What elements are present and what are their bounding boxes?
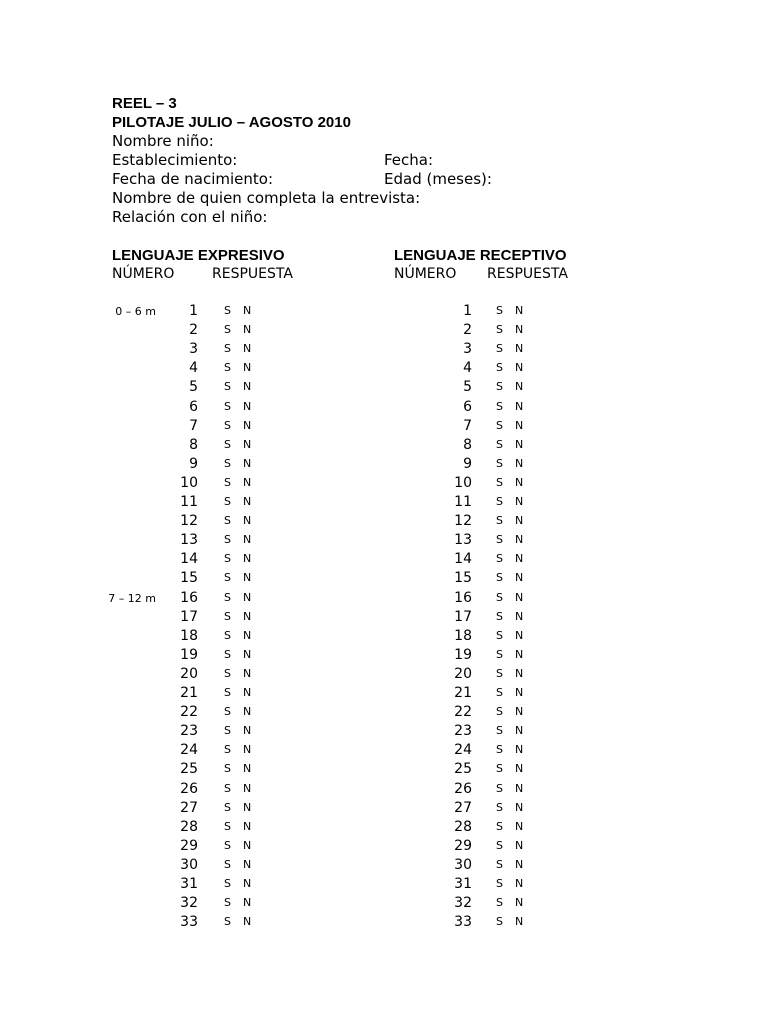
receptivo-option-s[interactable]: S — [496, 877, 503, 890]
receptivo-item-number: 21 — [454, 685, 472, 701]
receptivo-item-row — [0, 455, 768, 474]
expresivo-option-s[interactable]: S — [224, 571, 231, 584]
receptivo-item-number: 1 — [463, 303, 472, 319]
receptivo-option-s[interactable]: S — [496, 552, 503, 565]
expresivo-item-number: 13 — [180, 532, 198, 548]
receptivo-option-n[interactable]: N — [515, 476, 524, 489]
document-title: REEL – 3 — [112, 95, 177, 112]
expresivo-item-number: 32 — [180, 895, 198, 911]
receptivo-option-s[interactable]: S — [496, 915, 503, 928]
receptivo-item-number: 20 — [454, 666, 472, 682]
expresivo-option-s[interactable]: S — [224, 361, 231, 374]
receptivo-item-number: 29 — [454, 838, 472, 854]
receptivo-item-row — [0, 627, 768, 646]
expresivo-option-n[interactable]: N — [243, 839, 252, 852]
expresivo-option-n[interactable]: N — [243, 400, 252, 413]
expresivo-option-n[interactable]: N — [243, 858, 252, 871]
receptivo-item-number: 23 — [454, 723, 472, 739]
expresivo-option-s[interactable]: S — [224, 380, 231, 393]
expresivo-option-n[interactable]: N — [243, 610, 252, 623]
expresivo-option-s[interactable]: S — [224, 419, 231, 432]
receptivo-item-row — [0, 646, 768, 665]
receptivo-item-row — [0, 894, 768, 913]
expresivo-item-number: 17 — [180, 609, 198, 625]
receptivo-option-n[interactable]: N — [515, 591, 524, 604]
receptivo-option-s[interactable]: S — [496, 667, 503, 680]
expresivo-option-s[interactable]: S — [224, 648, 231, 661]
expresivo-option-s[interactable]: S — [224, 896, 231, 909]
expresivo-option-s[interactable]: S — [224, 495, 231, 508]
expresivo-item-number: 33 — [180, 914, 198, 930]
receptivo-option-n[interactable]: N — [515, 724, 524, 737]
receptivo-option-n[interactable]: N — [515, 820, 524, 833]
expresivo-item-number: 24 — [180, 742, 198, 758]
receptivo-item-number: 33 — [454, 914, 472, 930]
expresivo-col-numero: NÚMERO — [112, 266, 175, 282]
expresivo-option-s[interactable]: S — [224, 533, 231, 546]
expresivo-option-s[interactable]: S — [224, 801, 231, 814]
receptivo-item-number: 18 — [454, 628, 472, 644]
receptivo-option-s[interactable]: S — [496, 571, 503, 584]
receptivo-option-s[interactable]: S — [496, 610, 503, 623]
expresivo-option-s[interactable]: S — [224, 476, 231, 489]
expresivo-option-s[interactable]: S — [224, 438, 231, 451]
receptivo-option-n[interactable]: N — [515, 762, 524, 775]
receptivo-item-number: 30 — [454, 857, 472, 873]
receptivo-option-s[interactable]: S — [496, 896, 503, 909]
expresivo-option-n[interactable]: N — [243, 571, 252, 584]
expresivo-item-number: 18 — [180, 628, 198, 644]
receptivo-option-n[interactable]: N — [515, 571, 524, 584]
receptivo-item-row — [0, 493, 768, 512]
field-fecha-nacimiento: Fecha de nacimiento: — [112, 170, 274, 188]
expresivo-option-s[interactable]: S — [224, 591, 231, 604]
receptivo-option-n[interactable]: N — [515, 419, 524, 432]
expresivo-option-n[interactable]: N — [243, 495, 252, 508]
expresivo-option-s[interactable]: S — [224, 705, 231, 718]
receptivo-option-n[interactable]: N — [515, 667, 524, 680]
receptivo-option-n[interactable]: N — [515, 877, 524, 890]
receptivo-option-s[interactable]: S — [496, 820, 503, 833]
receptivo-option-n[interactable]: N — [515, 380, 524, 393]
receptivo-option-s[interactable]: S — [496, 514, 503, 527]
expresivo-option-n[interactable]: N — [243, 323, 252, 336]
expresivo-option-n[interactable]: N — [243, 438, 252, 451]
receptivo-option-n[interactable]: N — [515, 915, 524, 928]
expresivo-option-s[interactable]: S — [224, 686, 231, 699]
expresivo-item-number: 28 — [180, 819, 198, 835]
receptivo-option-s[interactable]: S — [496, 762, 503, 775]
receptivo-option-n[interactable]: N — [515, 457, 524, 470]
expresivo-item-number: 21 — [180, 685, 198, 701]
expresivo-option-n[interactable]: N — [243, 514, 252, 527]
expresivo-option-n[interactable]: N — [243, 361, 252, 374]
expresivo-option-n[interactable]: N — [243, 648, 252, 661]
receptivo-option-n[interactable]: N — [515, 533, 524, 546]
expresivo-option-n[interactable]: N — [243, 552, 252, 565]
receptivo-item-number: 13 — [454, 532, 472, 548]
receptivo-option-s[interactable]: S — [496, 361, 503, 374]
receptivo-item-number: 22 — [454, 704, 472, 720]
expresivo-item-number: 31 — [180, 876, 198, 892]
expresivo-age-label: 7 – 12 m — [108, 592, 156, 605]
receptivo-item-row — [0, 321, 768, 340]
expresivo-age-label: 0 – 6 m — [115, 305, 156, 318]
receptivo-item-number: 7 — [463, 418, 472, 434]
field-nombre-entrevista: Nombre de quien completa la entrevista: — [112, 189, 421, 207]
expresivo-item-number: 15 — [180, 570, 198, 586]
expresivo-option-s[interactable]: S — [224, 762, 231, 775]
receptivo-item-row — [0, 818, 768, 837]
receptivo-option-s[interactable]: S — [496, 323, 503, 336]
receptivo-item-number: 31 — [454, 876, 472, 892]
expresivo-option-n[interactable]: N — [243, 686, 252, 699]
expresivo-option-s[interactable]: S — [224, 457, 231, 470]
expresivo-option-s[interactable]: S — [224, 552, 231, 565]
receptivo-option-n[interactable]: N — [515, 361, 524, 374]
expresivo-option-n[interactable]: N — [243, 896, 252, 909]
receptivo-item-row — [0, 837, 768, 856]
expresivo-option-n[interactable]: N — [243, 629, 252, 642]
field-fecha: Fecha: — [384, 151, 434, 169]
expresivo-option-s[interactable]: S — [224, 667, 231, 680]
expresivo-item-number: 14 — [180, 551, 198, 567]
expresivo-option-s[interactable]: S — [224, 743, 231, 756]
receptivo-item-row — [0, 703, 768, 722]
receptivo-option-n[interactable]: N — [515, 896, 524, 909]
receptivo-option-n[interactable]: N — [515, 648, 524, 661]
receptivo-item-number: 3 — [463, 341, 472, 357]
receptivo-item-number: 6 — [463, 399, 472, 415]
expresivo-item-number: 25 — [180, 761, 198, 777]
expresivo-option-n[interactable]: N — [243, 667, 252, 680]
expresivo-option-n[interactable]: N — [243, 743, 252, 756]
receptivo-item-row — [0, 741, 768, 760]
receptivo-item-row — [0, 302, 768, 321]
expresivo-option-n[interactable]: N — [243, 820, 252, 833]
receptivo-item-row — [0, 913, 768, 932]
expresivo-item-number: 9 — [189, 456, 198, 472]
receptivo-option-s[interactable]: S — [496, 380, 503, 393]
expresivo-option-s[interactable]: S — [224, 629, 231, 642]
expresivo-option-s[interactable]: S — [224, 820, 231, 833]
receptivo-option-n[interactable]: N — [515, 438, 524, 451]
receptivo-title: LENGUAJE RECEPTIVO — [394, 247, 567, 264]
receptivo-option-s[interactable]: S — [496, 782, 503, 795]
receptivo-item-number: 5 — [463, 379, 472, 395]
receptivo-item-number: 16 — [454, 590, 472, 606]
expresivo-item-number: 22 — [180, 704, 198, 720]
receptivo-item-row — [0, 398, 768, 417]
receptivo-item-row — [0, 780, 768, 799]
document-subtitle: PILOTAJE JULIO – AGOSTO 2010 — [112, 114, 351, 131]
receptivo-option-s[interactable]: S — [496, 438, 503, 451]
receptivo-item-row — [0, 856, 768, 875]
receptivo-item-row — [0, 378, 768, 397]
receptivo-option-s[interactable]: S — [496, 400, 503, 413]
expresivo-item-number: 29 — [180, 838, 198, 854]
receptivo-option-n[interactable]: N — [515, 495, 524, 508]
receptivo-option-n[interactable]: N — [515, 342, 524, 355]
expresivo-item-number: 3 — [189, 341, 198, 357]
expresivo-option-n[interactable]: N — [243, 380, 252, 393]
receptivo-item-row — [0, 512, 768, 531]
expresivo-option-s[interactable]: S — [224, 304, 231, 317]
expresivo-item-number: 23 — [180, 723, 198, 739]
expresivo-item-number: 11 — [180, 494, 198, 510]
receptivo-item-row — [0, 608, 768, 627]
receptivo-option-s[interactable]: S — [496, 858, 503, 871]
expresivo-title: LENGUAJE EXPRESIVO — [112, 247, 285, 264]
receptivo-option-n[interactable]: N — [515, 629, 524, 642]
expresivo-item-number: 1 — [189, 303, 198, 319]
expresivo-option-s[interactable]: S — [224, 342, 231, 355]
receptivo-option-s[interactable]: S — [496, 648, 503, 661]
expresivo-item-number: 4 — [189, 360, 198, 376]
receptivo-option-n[interactable]: N — [515, 705, 524, 718]
receptivo-item-row — [0, 799, 768, 818]
expresivo-option-s[interactable]: S — [224, 323, 231, 336]
receptivo-col-respuesta: RESPUESTA — [487, 266, 568, 282]
expresivo-option-s[interactable]: S — [224, 877, 231, 890]
receptivo-option-s[interactable]: S — [496, 419, 503, 432]
expresivo-option-n[interactable]: N — [243, 915, 252, 928]
expresivo-option-n[interactable]: N — [243, 419, 252, 432]
receptivo-option-n[interactable]: N — [515, 304, 524, 317]
receptivo-option-s[interactable]: S — [496, 724, 503, 737]
expresivo-option-n[interactable]: N — [243, 342, 252, 355]
expresivo-option-s[interactable]: S — [224, 782, 231, 795]
receptivo-item-row — [0, 589, 768, 608]
receptivo-option-s[interactable]: S — [496, 495, 503, 508]
receptivo-option-s[interactable]: S — [496, 476, 503, 489]
receptivo-item-number: 27 — [454, 800, 472, 816]
receptivo-col-numero: NÚMERO — [394, 266, 457, 282]
receptivo-item-row — [0, 722, 768, 741]
receptivo-item-row — [0, 569, 768, 588]
receptivo-item-number: 24 — [454, 742, 472, 758]
field-relacion: Relación con el niño: — [112, 208, 268, 226]
expresivo-item-number: 12 — [180, 513, 198, 529]
receptivo-item-row — [0, 875, 768, 894]
expresivo-option-s[interactable]: S — [224, 610, 231, 623]
receptivo-item-number: 28 — [454, 819, 472, 835]
receptivo-item-number: 10 — [454, 475, 472, 491]
receptivo-option-s[interactable]: S — [496, 533, 503, 546]
expresivo-item-number: 16 — [180, 590, 198, 606]
expresivo-item-number: 10 — [180, 475, 198, 491]
expresivo-item-number: 20 — [180, 666, 198, 682]
expresivo-option-n[interactable]: N — [243, 724, 252, 737]
expresivo-item-number: 27 — [180, 800, 198, 816]
receptivo-item-row — [0, 474, 768, 493]
receptivo-option-s[interactable]: S — [496, 839, 503, 852]
receptivo-item-number: 9 — [463, 456, 472, 472]
receptivo-option-s[interactable]: S — [496, 304, 503, 317]
receptivo-item-row — [0, 531, 768, 550]
expresivo-option-s[interactable]: S — [224, 839, 231, 852]
receptivo-item-number: 8 — [463, 437, 472, 453]
expresivo-item-number: 6 — [189, 399, 198, 415]
expresivo-item-number: 2 — [189, 322, 198, 338]
expresivo-option-n[interactable]: N — [243, 476, 252, 489]
receptivo-item-number: 15 — [454, 570, 472, 586]
expresivo-option-n[interactable]: N — [243, 591, 252, 604]
receptivo-option-n[interactable]: N — [515, 400, 524, 413]
expresivo-option-n[interactable]: N — [243, 762, 252, 775]
expresivo-item-number: 7 — [189, 418, 198, 434]
expresivo-option-s[interactable]: S — [224, 514, 231, 527]
expresivo-option-n[interactable]: N — [243, 801, 252, 814]
receptivo-item-number: 12 — [454, 513, 472, 529]
receptivo-item-number: 2 — [463, 322, 472, 338]
receptivo-option-n[interactable]: N — [515, 514, 524, 527]
receptivo-item-row — [0, 684, 768, 703]
expresivo-col-respuesta: RESPUESTA — [212, 266, 293, 282]
receptivo-item-row — [0, 436, 768, 455]
receptivo-item-number: 4 — [463, 360, 472, 376]
expresivo-option-n[interactable]: N — [243, 533, 252, 546]
field-establecimiento: Establecimiento: — [112, 151, 238, 169]
receptivo-item-row — [0, 550, 768, 569]
receptivo-option-s[interactable]: S — [496, 801, 503, 814]
receptivo-option-s[interactable]: S — [496, 591, 503, 604]
receptivo-item-number: 11 — [454, 494, 472, 510]
receptivo-option-s[interactable]: S — [496, 629, 503, 642]
receptivo-item-row — [0, 665, 768, 684]
receptivo-item-row — [0, 417, 768, 436]
receptivo-option-s[interactable]: S — [496, 457, 503, 470]
receptivo-option-s[interactable]: S — [496, 342, 503, 355]
receptivo-option-n[interactable]: N — [515, 801, 524, 814]
expresivo-option-n[interactable]: N — [243, 457, 252, 470]
receptivo-item-number: 14 — [454, 551, 472, 567]
expresivo-item-number: 30 — [180, 857, 198, 873]
receptivo-option-s[interactable]: S — [496, 686, 503, 699]
expresivo-option-n[interactable]: N — [243, 705, 252, 718]
receptivo-option-n[interactable]: N — [515, 610, 524, 623]
field-nombre-nino: Nombre niño: — [112, 132, 214, 150]
receptivo-item-row — [0, 359, 768, 378]
receptivo-item-row — [0, 760, 768, 779]
receptivo-item-number: 19 — [454, 647, 472, 663]
expresivo-item-number: 8 — [189, 437, 198, 453]
expresivo-option-s[interactable]: S — [224, 915, 231, 928]
field-edad: Edad (meses): — [384, 170, 492, 188]
receptivo-option-n[interactable]: N — [515, 323, 524, 336]
receptivo-item-number: 17 — [454, 609, 472, 625]
receptivo-option-n[interactable]: N — [515, 782, 524, 795]
receptivo-option-s[interactable]: S — [496, 705, 503, 718]
expresivo-item-number: 26 — [180, 781, 198, 797]
receptivo-option-n[interactable]: N — [515, 839, 524, 852]
expresivo-option-n[interactable]: N — [243, 782, 252, 795]
receptivo-item-number: 26 — [454, 781, 472, 797]
expresivo-option-s[interactable]: S — [224, 724, 231, 737]
receptivo-option-n[interactable]: N — [515, 743, 524, 756]
receptivo-option-s[interactable]: S — [496, 743, 503, 756]
receptivo-option-n[interactable]: N — [515, 686, 524, 699]
expresivo-item-number: 19 — [180, 647, 198, 663]
receptivo-option-n[interactable]: N — [515, 858, 524, 871]
receptivo-item-row — [0, 340, 768, 359]
receptivo-item-number: 32 — [454, 895, 472, 911]
receptivo-option-n[interactable]: N — [515, 552, 524, 565]
expresivo-option-n[interactable]: N — [243, 304, 252, 317]
expresivo-item-number: 5 — [189, 379, 198, 395]
expresivo-option-s[interactable]: S — [224, 400, 231, 413]
receptivo-item-number: 25 — [454, 761, 472, 777]
expresivo-option-s[interactable]: S — [224, 858, 231, 871]
expresivo-option-n[interactable]: N — [243, 877, 252, 890]
